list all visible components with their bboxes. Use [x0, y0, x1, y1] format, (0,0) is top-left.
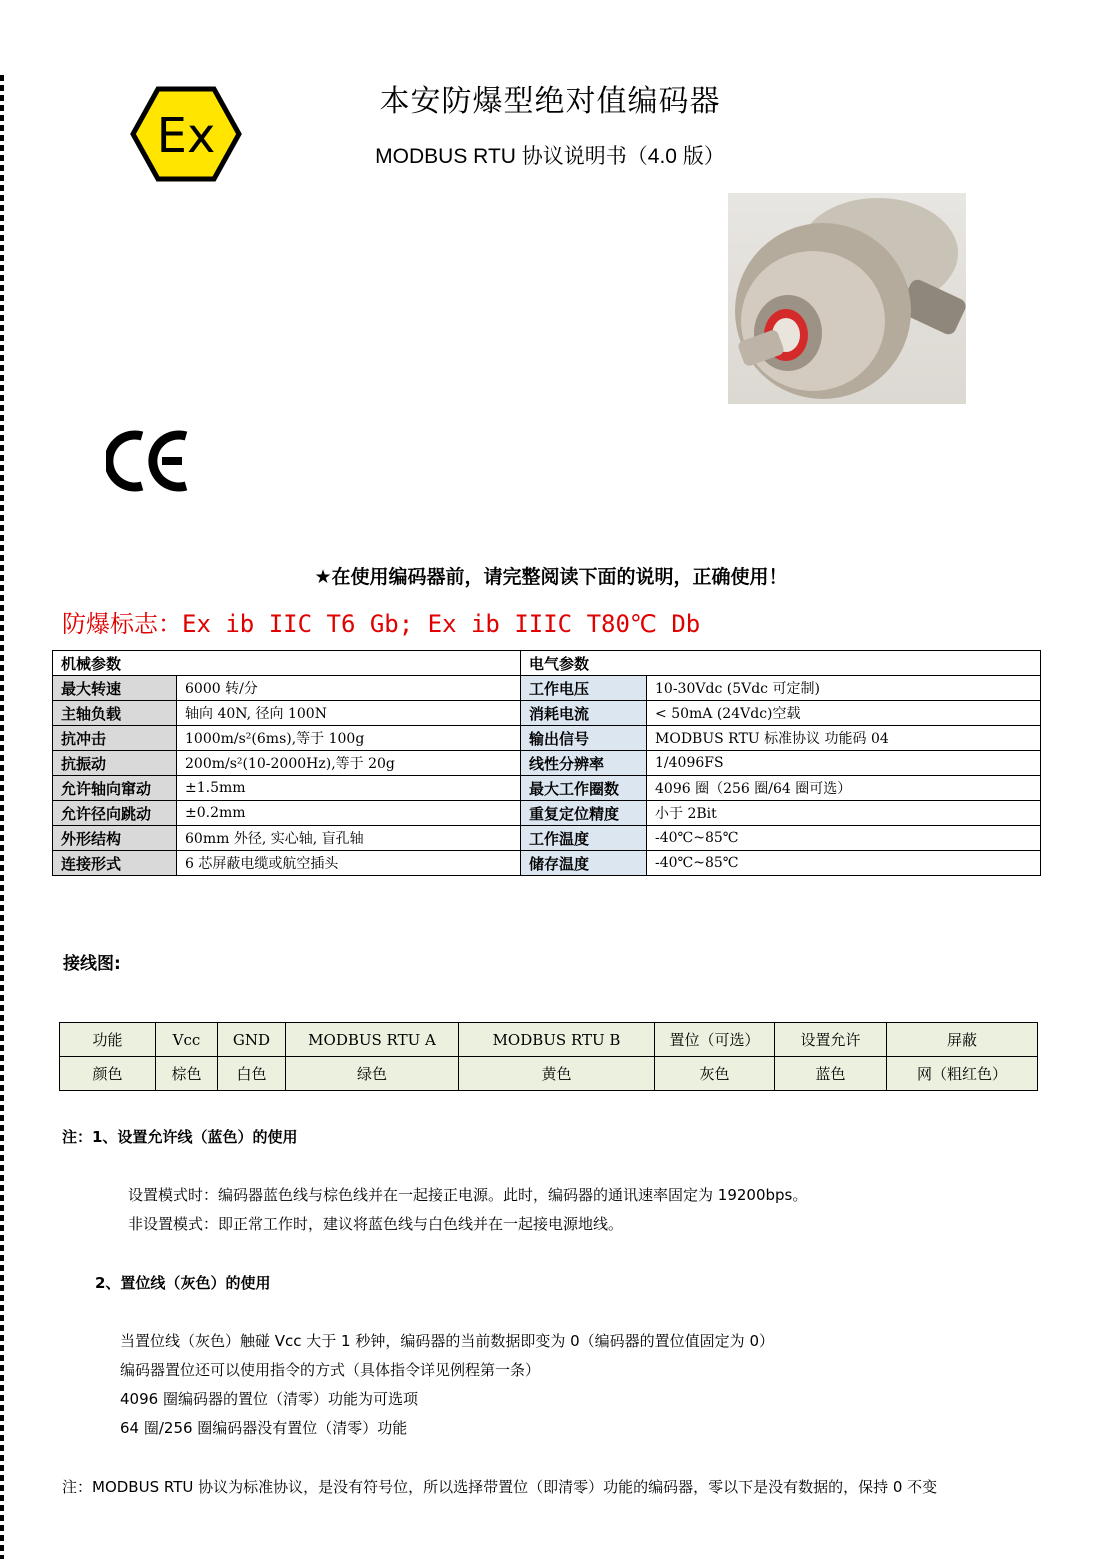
- mech-param-value: 200m/s²(10-2000Hz),等于 20g: [177, 751, 521, 776]
- note-3: 注：MODBUS RTU 协议为标准协议，是没有符号位，所以选择带置位（即清零）功能的编码器，零以下是没有数据的，保持 0 不变: [62, 1478, 938, 1496]
- table-row: [53, 826, 1041, 851]
- wiring-cell: 网（粗红色）: [887, 1057, 1038, 1091]
- electrical-params-header: 电气参数: [521, 651, 1041, 676]
- wiring-cell: MODBUS RTU B: [459, 1023, 655, 1057]
- elec-param-value: 1/4096FS: [647, 751, 1041, 776]
- wiring-cell: 黄色: [459, 1057, 655, 1091]
- note-2-line-3: 4096 圈编码器的置位（清零）功能为可选项: [120, 1390, 418, 1408]
- wiring-cell: Vcc: [156, 1023, 218, 1057]
- elec-param-value: 4096 圈（256 圈/64 圈可选）: [647, 776, 1041, 801]
- wiring-cell: 屏蔽: [887, 1023, 1038, 1057]
- note-2-line-2: 编码器置位还可以使用指令的方式（具体指令详见例程第一条）: [120, 1361, 541, 1379]
- explosion-mark-label: 防爆标志：: [62, 610, 182, 638]
- wiring-diagram-title: 接线图:: [63, 954, 121, 974]
- mech-param-name: 连接形式: [53, 851, 177, 876]
- usage-notice: ★在使用编码器前，请完整阅读下面的说明，正确使用！: [314, 566, 788, 588]
- page-edge-border: [0, 75, 4, 1559]
- elec-param-name: 输出信号: [521, 726, 647, 751]
- elec-param-value: -40℃~85℃: [647, 851, 1041, 876]
- wiring-function-row: [60, 1023, 1038, 1057]
- elec-param-value: 小于 2Bit: [647, 801, 1041, 826]
- mech-param-name: 允许径向跳动: [53, 801, 177, 826]
- mechanical-params-header: 机械参数: [53, 651, 521, 676]
- explosion-mark-value: Ex ib IIC T6 Gb; Ex ib IIIC T80℃ Db: [182, 610, 701, 638]
- note-2-line-1: 当置位线（灰色）触碰 Vcc 大于 1 秒钟，编码器的当前数据即变为 0（编码器的置位值固定为 0）: [120, 1332, 774, 1350]
- table-row: [53, 851, 1041, 876]
- wiring-cell: GND: [218, 1023, 286, 1057]
- note-2-line-4: 64 圈/256 圈编码器没有置位（清零）功能: [120, 1419, 408, 1437]
- note-1-line-2: 非设置模式：即正常工作时，建议将蓝色线与白色线并在一起接电源地线。: [128, 1215, 624, 1233]
- wiring-color-row: [60, 1057, 1038, 1091]
- parameters-table: [52, 650, 1041, 876]
- mech-param-value: 6 芯屏蔽电缆或航空插头: [177, 851, 521, 876]
- ex-explosion-proof-logo: [130, 86, 242, 182]
- elec-param-value: MODBUS RTU 标准协议 功能码 04: [647, 726, 1041, 751]
- note-1-title: 注：1、设置允许线（蓝色）的使用: [62, 1128, 298, 1146]
- wiring-cell: 蓝色: [775, 1057, 887, 1091]
- wiring-cell: 置位（可选）: [655, 1023, 775, 1057]
- mech-param-name: 抗振动: [53, 751, 177, 776]
- wiring-cell: 灰色: [655, 1057, 775, 1091]
- mech-param-name: 主轴负载: [53, 701, 177, 726]
- table-row: [53, 776, 1041, 801]
- elec-param-name: 储存温度: [521, 851, 647, 876]
- table-row: [53, 801, 1041, 826]
- mech-param-name: 外形结构: [53, 826, 177, 851]
- mech-param-name: 允许轴向窜动: [53, 776, 177, 801]
- wiring-table: [59, 1022, 1038, 1091]
- table-row: [53, 676, 1041, 701]
- mech-param-value: ±0.2mm: [177, 801, 521, 826]
- mech-param-value: 6000 转/分: [177, 676, 521, 701]
- ce-logo-text: CE: [106, 428, 108, 429]
- note-2-title: 2、置位线（灰色）的使用: [95, 1274, 271, 1292]
- elec-param-value: 10-30Vdc (5Vdc 可定制): [647, 676, 1041, 701]
- note-1-line-1: 设置模式时：编码器蓝色线与棕色线并在一起接正电源。此时，编码器的通讯速率固定为 19200bps。: [128, 1186, 808, 1204]
- mech-param-value: 60mm 外径, 实心轴, 盲孔轴: [177, 826, 521, 851]
- params-header-row: [53, 651, 1041, 676]
- wiring-cell: MODBUS RTU A: [286, 1023, 459, 1057]
- table-row: [53, 726, 1041, 751]
- wiring-cell: 绿色: [286, 1057, 459, 1091]
- mech-param-name: 最大转速: [53, 676, 177, 701]
- mech-param-value: 1000m/s²(6ms),等于 100g: [177, 726, 521, 751]
- elec-param-name: 重复定位精度: [521, 801, 647, 826]
- document-title: 本安防爆型绝对值编码器: [379, 84, 721, 119]
- wiring-cell: 棕色: [156, 1057, 218, 1091]
- ex-logo-text: Ex: [156, 108, 216, 164]
- document-subtitle: MODBUS RTU 协议说明书（4.0 版）: [375, 145, 725, 168]
- explosion-proof-mark: [62, 604, 700, 639]
- elec-param-name: 线性分辨率: [521, 751, 647, 776]
- wiring-cell: 颜色: [60, 1057, 156, 1091]
- elec-param-name: 消耗电流: [521, 701, 647, 726]
- table-row: [53, 751, 1041, 776]
- mech-param-name: 抗冲击: [53, 726, 177, 751]
- elec-param-name: 工作温度: [521, 826, 647, 851]
- elec-param-name: 工作电压: [521, 676, 647, 701]
- elec-param-name: 最大工作圈数: [521, 776, 647, 801]
- mech-param-value: 轴向 40N, 径向 100N: [177, 701, 521, 726]
- encoder-product-photo: [728, 193, 966, 404]
- table-row: [53, 701, 1041, 726]
- elec-param-value: < 50mA (24Vdc)空载: [647, 701, 1041, 726]
- wiring-cell: 白色: [218, 1057, 286, 1091]
- wiring-cell: 功能: [60, 1023, 156, 1057]
- elec-param-value: -40℃~85℃: [647, 826, 1041, 851]
- ce-certification-logo: [106, 428, 192, 494]
- wiring-cell: 设置允许: [775, 1023, 887, 1057]
- mech-param-value: ±1.5mm: [177, 776, 521, 801]
